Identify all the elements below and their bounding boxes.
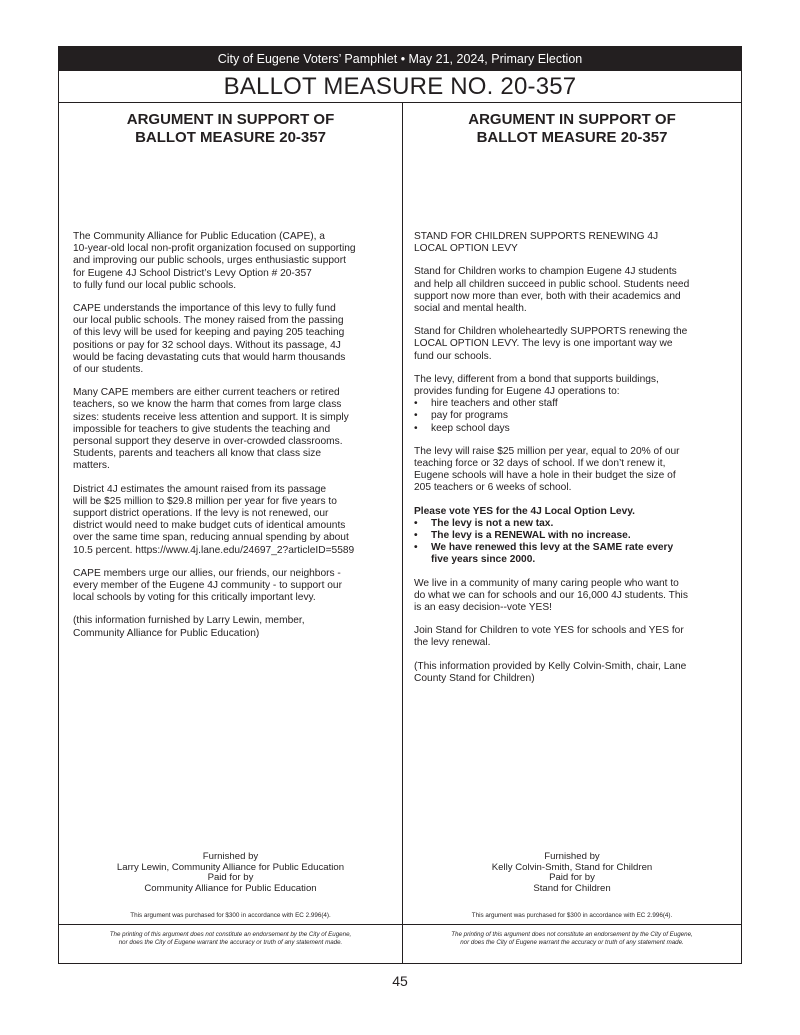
right-furnished-name: Kelly Colvin-Smith, Stand for Children [491,861,653,873]
right-paragraph-join: Join Stand for Children to vote YES for schools and YES for the levy renewal. [414,625,684,649]
left-paragraph-call-to-action: CAPE members urge our allies, our friends, our neighbors - every member of the Eugene 4J community - to support our local schools by voting for this critically important levy. [73,567,342,604]
list-item: • The levy is a RENEWAL with no increase. [414,530,736,542]
vote-yes-intro: Please vote YES for the 4J Local Option Levy. [414,505,635,517]
right-argument-heading [403,111,741,147]
right-argument-body [414,231,736,696]
page-number: 45 [392,973,408,989]
left-argument-column [59,103,403,963]
operations-list [414,398,736,435]
left-disclaimer [59,924,402,963]
left-paragraph-cape-intro: The Community Alliance for Public Education (CAPE), a 10-year-old local non-profit organization focused on supporting and improving our public schools, urges enthusiastic support for Eugene 4J School District’s Levy Option # 20-357 to fully fund our local public schools. [73,231,356,291]
left-paragraph-district-estimate: District 4J estimates the amount raised from its passage will be $25 million to $29.8 million per year for five years to support district operations. If the levy is not renewed, our district would need to make budget cuts of identical amounts over the same time span, reducing annual spending by about 10.5 percent. https://www.4j.lane.edu/24697_2?articleID=5589 [73,483,355,556]
right-paragraph-champion: Stand for Children works to champion Eugene 4J students and help all children succeed in public school. Students need support now more than ever, both with their academics and social and mental health. [414,266,690,315]
right-argument-column [403,103,741,963]
left-paragraph-class-size: Many CAPE members are either current teachers or retired teachers, so we know the harm that comes from large class sizes: students receive less attention and support. It is simply impossible for teachers to give students the teaching and personal support they deserve in over-crowded classrooms. Students, parents and teachers all know that class size matters. [73,387,349,472]
left-disclaimer-line1: The printing of this argument does not constitute an endorsement by the City of Eugene, [109,931,352,938]
right-furnished-line: Furnished by [544,851,600,862]
right-paragraph-community: We live in a community of many caring people who want to do what we can for schools and our 16,000 4J students. This is an easy decision--vote YES! [414,577,688,614]
left-argument-body [73,231,399,651]
right-disclaimer [403,924,741,963]
vote-yes-block [414,506,736,567]
list-item: • We have renewed this levy at the SAME rate every five years since 2000. [414,542,736,566]
right-paragraph-operations-intro: The levy, different from a bond that supports buildings, provides funding for Eugene 4J operations to: [414,373,659,398]
right-paid-line: Paid for by [549,872,595,883]
right-paid-name: Stand for Children [533,882,611,894]
list-item: • The levy is not a new tax. [414,518,736,530]
right-paragraph-attribution: (This information provided by Kelly Colvin-Smith, chair, Lane County Stand for Children) [414,660,687,684]
left-paid-line: Paid for by [207,872,254,883]
right-paragraph-levy-amount: The levy will raise $25 million per year, equal to 20% of our teaching force or 32 days of school. If we don’t renew it, Eugene schools will have a hole in their budget the size of 205 teachers or 6 weeks of school. [414,445,680,494]
right-heading-line1: ARGUMENT IN SUPPORT OF [468,111,676,128]
left-heading-line1: ARGUMENT IN SUPPORT OF [126,111,335,128]
list-item: • keep school days [414,423,736,435]
list-item: • pay for programs [414,410,736,422]
vote-reasons-list [414,518,736,567]
right-purchase-note: This argument was purchased for $300 in accordance with EC 2.996(4). [471,912,673,919]
right-disclaimer-line2: nor does the City of Eugene warrant the accuracy or truth of any statement made. [460,939,684,947]
left-furnished-block [59,852,402,894]
left-paid-name: Community Alliance for Public Education [144,882,317,894]
left-heading-line2: BALLOT MEASURE 20-357 [135,129,326,146]
right-paragraph-headline: STAND FOR CHILDREN SUPPORTS RENEWING 4J LOCAL OPTION LEVY [414,231,659,255]
right-heading-line2: BALLOT MEASURE 20-357 [476,129,668,146]
right-paragraph-supports: Stand for Children wholeheartedly SUPPORTS renewing the LOCAL OPTION LEVY. The levy is one important way we fund our schools. [414,326,688,362]
left-disclaimer-line2: nor does the City of Eugene warrant the accuracy or truth of any statement made. [118,939,343,947]
left-argument-heading [59,111,402,147]
pamphlet-page [58,46,742,964]
left-purchase-note: This argument was purchased for $300 in accordance with EC 2.996(4). [130,912,331,919]
left-furnished-name: Larry Lewin, Community Alliance for Public Education [116,861,345,873]
right-furnished-block [403,852,741,894]
measure-title: BALLOT MEASURE NO. 20-357 [59,71,741,103]
left-furnished-line: Furnished by [202,851,259,862]
right-disclaimer-line1: The printing of this argument does not constitute an endorsement by the City of Eugene, [451,931,693,938]
left-paragraph-attribution: (this information furnished by Larry Lewin, member, Community Alliance for Public Education) [73,615,305,639]
left-paragraph-importance: CAPE understands the importance of this levy to fully fund our local public schools. The money raised from the passing of this levy will be used for keeping and paying 205 teaching positions or pay for 32 school days. Without its passage, 4J would be facing devastating cuts that would harm thousands of our students. [73,303,346,376]
list-item: • hire teachers and other staff [414,398,736,410]
pamphlet-header-bar: City of Eugene Voters’ Pamphlet • May 21, 2024, Primary Election [59,47,741,71]
